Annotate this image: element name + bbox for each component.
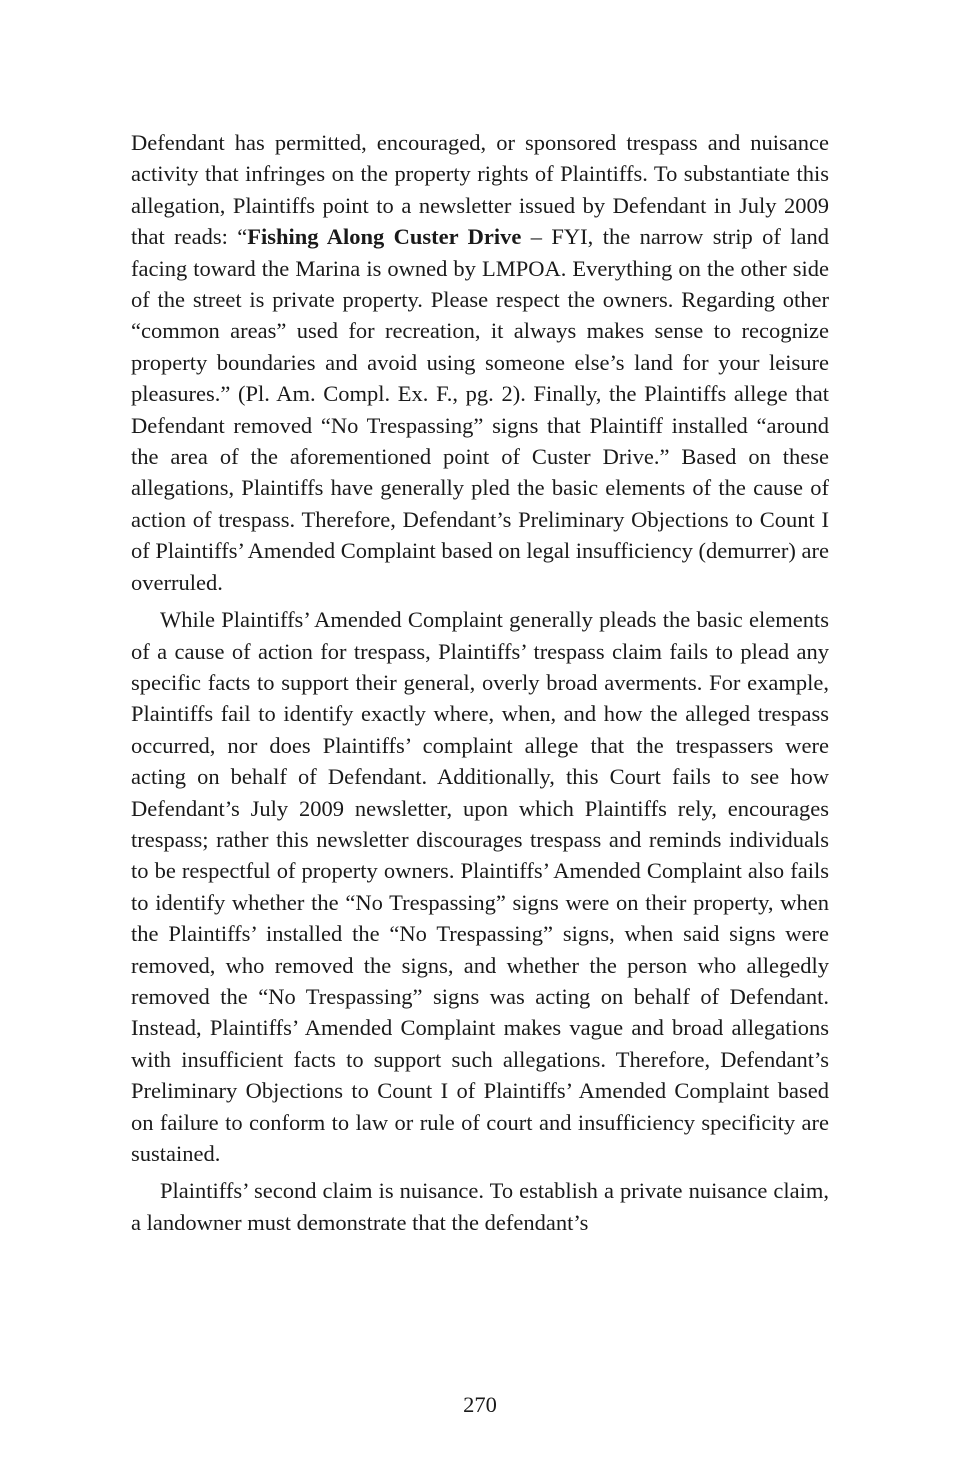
paragraph-3: Plaintiffs’ second claim is nuisance. To establish a private nuisance claim, a landowner must demonstrate that the defendant’s [131, 1178, 829, 1235]
page-number: 270 [463, 1392, 497, 1417]
paragraph-1-rest: – FYI, the narrow strip of land facing toward the Marina is owned by LMPOA. Everything on the other side of the street is private property. Please respect the owners. Regarding other “common areas” used for recreation, it always makes sense to recognize property boundaries and avoid using someone else’s land for your leisure pleasures.” (Pl. Am. Compl. Ex. F., pg. 2). Finally, the Plaintiffs allege that Defendant removed “No Trespassing” signs that Plaintiff installed “around the area of the aforementioned point of Custer Drive.” Based on these allegations, Plaintiffs have generally pled the basic elements of the cause of action of trespass. Therefore, Defendant’s Preliminary Objections to Count I of Plaintiffs’ Amended Complaint based on legal insufficiency (demurrer) are overruled. [131, 224, 829, 595]
paragraph-1 [131, 127, 829, 598]
body-text [131, 127, 829, 1238]
newsletter-heading-bold: Fishing Along Custer Drive [247, 224, 522, 250]
paragraph-1-lead: Defendant has permitted, encouraged, or sponsored trespass and nuisance activity that infringes on the property rights of Plaintiffs. To substantiate this allegation, Plaintiffs point to a newsletter issued by Defendant in July 2009 that reads: “ [131, 130, 829, 250]
paragraph-2: While Plaintiffs’ Amended Complaint generally pleads the basic elements of a cause of action for trespass, Plaintiffs’ trespass claim fails to plead any specific facts to support their general, overly broad averments. For example, Plaintiffs fail to identify exactly where, when, and how the alleged trespass occurred, nor does Plaintiffs’ complaint allege that the trespassers were acting on behalf of Defendant. Additionally, this Court fails to see how Defendant’s July 2009 newsletter, upon which Plaintiffs rely, encourages trespass; rather this newsletter discourages trespass and reminds individuals to be respectful of property owners. Plaintiffs’ Amended Complaint also fails to identify whether the “No Trespassing” signs were on their property, when the Plaintiffs’ installed the “No Trespassing” signs, when said signs were removed, who removed the signs, and whether the person who allegedly removed the “No Trespassing” signs was acting on behalf of Defendant. Instead, Plaintiffs’ Amended Complaint makes vague and broad allegations with insufficient facts to support such allegations. Therefore, Defendant’s Preliminary Objections to Count I of Plaintiffs’ Amended Complaint based on failure to conform to law or rule of court and insufficiency specificity are sustained. [131, 607, 829, 1166]
